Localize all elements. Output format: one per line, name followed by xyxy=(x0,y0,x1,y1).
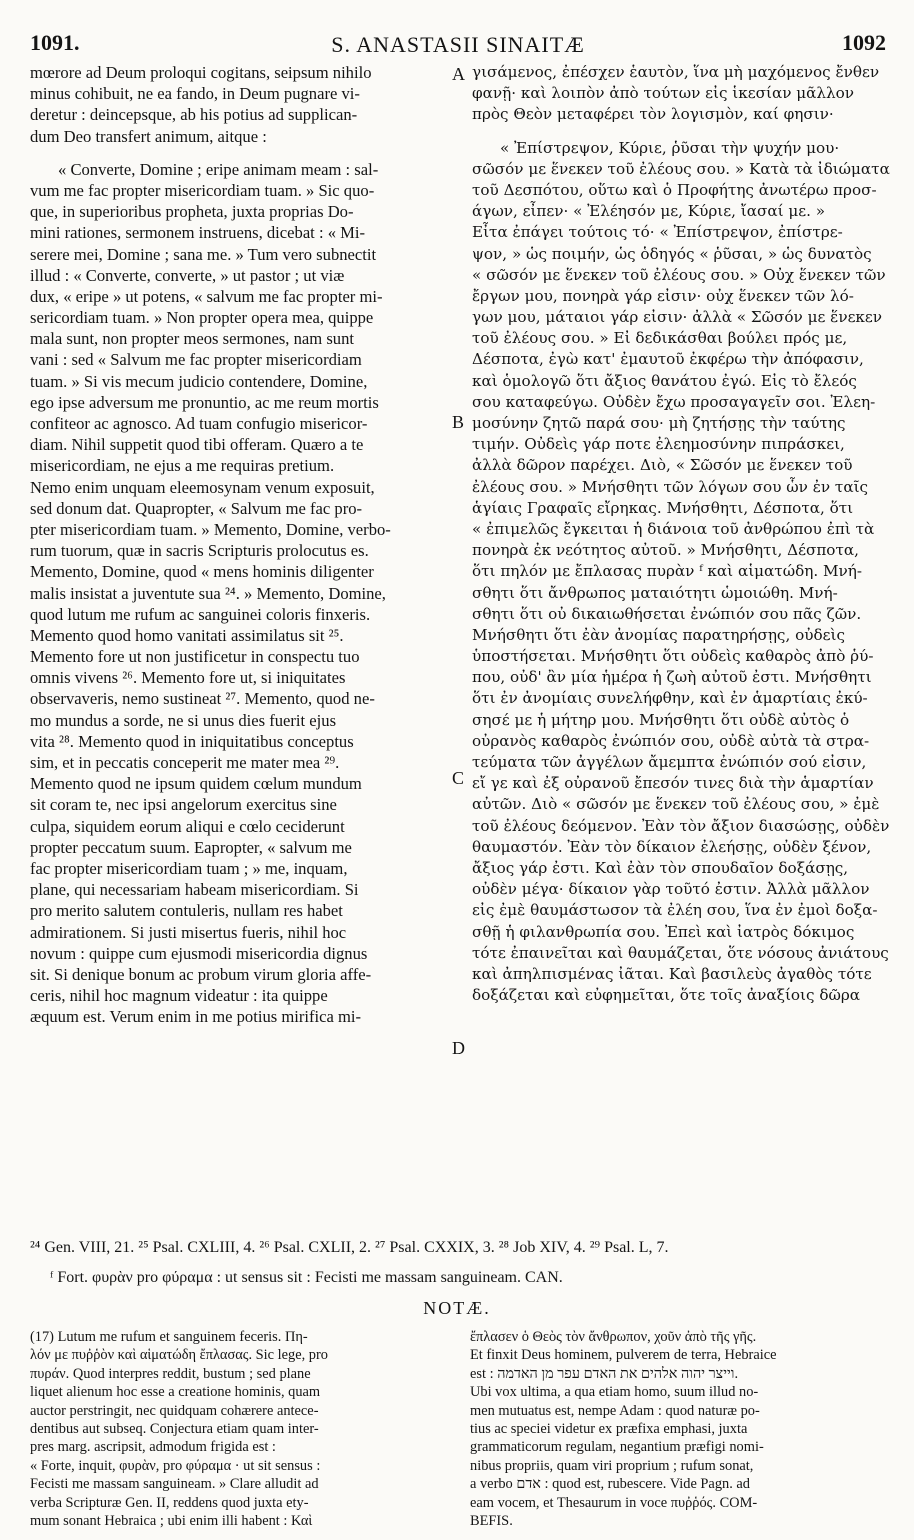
note-left-line: mum sonant Hebraica ; ubi enim illi habent : Καὶ xyxy=(30,1512,313,1529)
latin-text-line: dux, « eripe » ut potens, « salvum me fac propter mi- xyxy=(30,286,383,306)
greek-text-line: τότε ἐπαινεῖται καὶ θαυμάζεται, ὅτε νόσους ἀνιάτους xyxy=(472,943,889,962)
latin-text-line: sericordiam tuam. » Non propter opera mea, quippe xyxy=(30,308,374,328)
page-number-left: 1091. xyxy=(30,30,80,55)
latin-text-line: Nemo enim unquam eleemosynam venum exposuit, xyxy=(30,477,375,497)
latin-text-line: illud : « Converte, converte, » ut pastor ; ut viæ xyxy=(30,265,345,285)
latin-text-line: ego ipse adversum me pronuntio, ac me reum mortis xyxy=(30,392,379,412)
greek-text-line: πρὸς Θεὸν μεταφέρει τὸν λογισμὸν, καί φησιν· xyxy=(472,105,834,124)
greek-text-line: καὶ ὁμολογῶ ὅτι ἄξιος θανάτου ἐγώ. Εἰς τὸ ἔλεός xyxy=(472,371,857,390)
greek-text-line: σθητι ὅτι οὐ δικαιωθήσεται ἐνώπιόν σου πᾶς ζῶν. xyxy=(472,604,862,623)
latin-text-line: vani : sed « Salvum me fac propter misericordiam xyxy=(30,350,362,370)
latin-text-line: mini rationes, sermonem instruens, dicebat : « Mi- xyxy=(30,223,366,243)
note-right-line: nibus propriis, quam viri proprium ; rufum sonat, xyxy=(470,1457,754,1474)
latin-text-column xyxy=(30,62,446,1027)
greek-text-line: αὐτῶν. Διὸ « σῶσόν με ἕνεκεν τοῦ ἐλέους σου, » ἐμὲ xyxy=(472,795,880,814)
latin-text-line: propter peccatum suum. Eapropter, « salvum me xyxy=(30,837,352,857)
greek-text-column xyxy=(472,62,890,1006)
greek-text-line: σου καταφεύγω. Οὐδὲν ἔχω προσαγαγεῖν σοι. Ἐλεη- xyxy=(472,392,876,411)
greek-text-line: ὅτι ἐν ἀνομίαις συνελήφθην, καὶ ἐν ἁμαρτίαις ἐκύ- xyxy=(472,689,868,708)
margin-marker-c: C xyxy=(452,768,465,788)
greek-text-line: τιμήν. Οὐδεὶς γάρ ποτε ἐλεημοσύνην πιπράσκει, xyxy=(472,435,845,454)
greek-text-paragraph-gap xyxy=(472,126,890,138)
latin-text-line: novum : quippe cum ejusmodi misericordia dignus xyxy=(30,943,368,963)
note-left-line: λόν με πυῤῥὸν καὶ αἱματώδη ἔπλασας. Sic lege, pro xyxy=(30,1347,328,1364)
margin-marker-a: A xyxy=(452,64,465,84)
greek-text-line: γων μου, μάταιοι γάρ εἰσιν· ἀλλὰ « Σῶσόν με ἕνεκεν xyxy=(472,308,883,327)
greek-text-line: θαυμαστόν. Ἐὰν τὸν δίκαιον ἐλεήσῃς, οὐδὲν ξένον, xyxy=(472,837,872,856)
greek-text-line: « σῶσόν με ἕνεκεν τοῦ ἐλέους σου. » Οὐχ ἕνεκεν τῶν xyxy=(472,265,886,284)
note-left-line: verba Scripturæ Gen. II, reddens quod juxta ety- xyxy=(30,1494,309,1511)
greek-text-line: « ἐπιμελῶς ἔγκειται ἡ διάνοια τοῦ ἀνθρώπου ἐπὶ τὰ xyxy=(472,519,875,538)
note-right-line: Ubi vox ultima, a qua etiam homo, suum illud no- xyxy=(470,1384,759,1401)
latin-text-line: sed donum dat. Quapropter, « Salvum me fac pro- xyxy=(30,498,363,518)
greek-text-line: τοῦ ἐλέους σου. » Εἰ δεδικάσθαι βούλει πρός με, xyxy=(472,329,848,348)
greek-text-line: ἔργων μου, πονηρὰ γάρ εἰσιν· οὐχ ἕνεκεν τῶν λό- xyxy=(472,286,854,305)
latin-text-line: Memento quod ne ipsum quidem cœlum mundum xyxy=(30,774,362,794)
greek-text-line: ὑποστήσεται. Μνήσθητι ὅτι οὐδεὶς καθαρὸς ἀπὸ ῥύ- xyxy=(472,647,874,666)
greek-text-line: ἄξιος γάρ ἐστι. Καὶ ἐὰν τὸν σπουδαῖον δοξάσῃς, xyxy=(472,858,849,877)
latin-text-line: ceris, nihil hoc magnum videatur : ita quippe xyxy=(30,986,328,1006)
note-left-line: Fecisti me massam sanguineam. » Clare alludit ad xyxy=(30,1476,319,1493)
greek-text-line: Μνήσθητι ὅτι ἐὰν ἀνομίας παρατηρήσῃς, οὐδεὶς xyxy=(472,625,845,644)
note-right-line: grammaticorum regulam, negantium præfigi nomi- xyxy=(470,1439,764,1456)
notes-title: NOTÆ. xyxy=(423,1298,491,1318)
note-right-line: ἔπλασεν ὁ Θεὸς τὸν ἄνθρωπον, χοῦν ἀπὸ τῆς γῆς. xyxy=(470,1329,757,1345)
footnote-f: ᶠ Fort. φυρὰν pro φύραμα : ut sensus sit : Fecisti me massam sanguineam. CAN. xyxy=(50,1269,563,1286)
latin-text-line: vum me fac propter misericordiam tuam. » Sic quo- xyxy=(30,180,375,200)
latin-text-paragraph-gap xyxy=(30,147,446,159)
footnote-references: ²⁴ Gen. VIII, 21. ²⁵ Psal. CXLIII, 4. ²⁶ Psal. CXLII, 2. ²⁷ Psal. CXXIX, 3. ²⁸ Job XIV, 4. ²⁹ Psal. L, 7. xyxy=(30,1239,669,1256)
footnotes xyxy=(30,1237,886,1259)
greek-text-line: τοῦ ἐλέους δεόμενον. Ἐὰν τὸν ἄξιον διασώσῃς, οὐδὲν xyxy=(472,816,890,835)
latin-text-line: pter misericordiam tuam. » Memento, Domine, verbo- xyxy=(30,519,391,539)
greek-text-line: εἴ γε καὶ ἐξ οὐρανοῦ ἔπεσόν τινες διὰ τὴν ἁμαρτίαν xyxy=(472,774,874,793)
note-left-line: « Forte, inquit, φυρὰν, pro φύραμα · ut sit sensus : xyxy=(30,1457,321,1474)
greek-text-line: σθῇ ἡ φιλανθρωπία σου. Ἐπεὶ καὶ ἰατρὸς δόκιμος xyxy=(472,922,855,941)
greek-text-line: άγων, εἶπεν· « Ἐλέησόν με, Κύριε, ἴασαί με. » xyxy=(472,202,826,221)
latin-text-line: pro merito salutem contuleris, nullam res habet xyxy=(30,901,343,921)
latin-text-line: culpa, siquidem eorum aliqui e cœlo ceciderunt xyxy=(30,816,345,836)
greek-text-line: ἁγίαις Γραφαῖς εἴρηκας. Μνήσθητι, Δέσποτα, ὅτι xyxy=(472,498,854,517)
latin-text-line: dum Deo transfert animum, aitque : xyxy=(30,126,267,146)
latin-text-line: admirationem. Si justi misertus fueris, nihil hoc xyxy=(30,922,347,942)
greek-text-line: γισάμενος, ἐπέσχεν ἑαυτὸν, ἵνα μὴ μαχόμενος ἔνθεν xyxy=(472,63,880,81)
latin-text-line: quod lutum me rufum ac sanguinei coloris finxeris. xyxy=(30,604,371,624)
margin-marker-d: D xyxy=(452,1038,465,1058)
latin-text-line: fac propter misericordiam tuam ; » me, inquam, xyxy=(30,858,348,878)
greek-text-line: τεύματα τῶν ἀγγέλων ἄμεμπτα ἐνώπιόν σού εἰσιν, xyxy=(472,753,867,771)
greek-text-line: δοξάζεται καὶ εὐφημεῖται, ὅτε τοῖς ἀναξίοις δῶρα xyxy=(472,986,861,1005)
greek-text-line: ἀλλὰ δῶρον παρέχει. Διὸ, « Σῶσόν με ἕνεκεν τοῦ xyxy=(472,456,853,475)
greek-text-line: οὐδὲν μέγα· δίκαιον γὰρ τοῦτό ἐστιν. Ἀλλὰ μᾶλλον xyxy=(472,880,870,899)
note-left-line: πυράν. Quod interpres reddit, bustum ; sed plane xyxy=(30,1365,311,1382)
latin-text-line: æquum est. Verum enim in me potius mirifica mi- xyxy=(30,1007,362,1027)
greek-text-line: ὅτι πηλόν με ἔπλασας πυρὰν ᶠ καὶ αἱματώδη. Μνή- xyxy=(472,562,862,581)
latin-text-line: « Converte, Domine ; eripe animam meam : sal- xyxy=(58,159,379,179)
greek-text-line: σησέ με ἡ μήτηρ μου. Μνήσθητι ὅτι οὐδὲ αὐτὸς ὁ xyxy=(472,710,850,729)
latin-text-line: Memento fore ut non justificetur in conspectu tuo xyxy=(30,647,360,667)
latin-text-line: minus cohibuit, ne ea fando, in Deum pugnare vi- xyxy=(30,84,360,104)
greek-text-line: μοσύνην ζητῶ παρά σου· μὴ ζητήσῃς τὴν ταύτης xyxy=(472,414,846,432)
latin-text-line: mo mundus a sorde, ne si unus dies fuerit ejus xyxy=(30,710,337,730)
running-header xyxy=(30,30,886,60)
latin-text-line: sim, et in peccatis conceperit me mater mea ²⁹. xyxy=(30,753,340,772)
latin-text-line: confiteor ac agnosco. Ad tuam confugio misericor- xyxy=(30,414,368,433)
margin-marker-b: B xyxy=(452,412,465,432)
note-right-line: men mutuatus est, nempe Adam : quod naturæ po- xyxy=(470,1402,760,1419)
greek-text-line: Δέσποτα, ἐγὼ κατ' ἐμαυτοῦ ἐκφέρω τὴν ἀπόφασιν, xyxy=(472,350,864,369)
page-number-right: 1092 xyxy=(842,30,886,55)
note-left-line: pres marg. ascripsit, admodum frigida est : xyxy=(30,1439,276,1456)
latin-text-line: diam. Nihil suppetit quod tibi offeram. Quæro a te xyxy=(30,435,364,455)
greek-text-line: εἰς ἐμὲ θαυμάστωσον τὰ ἐλέη σου, ἵνα ἐν ἐμοὶ δοξα- xyxy=(472,901,878,920)
latin-text-line: deretur : deincepsque, ab his potius ad supplican- xyxy=(30,105,358,125)
greek-text-line: οὐρανὸς καθαρὸς ἐνώπιόν σου, οὐδὲ αὐτὰ τὰ στρα- xyxy=(472,731,870,750)
greek-text-line: πονηρὰ ἐκ νεότητος αὐτοῦ. » Μνήσθητι, Δέσποτα, xyxy=(472,541,859,560)
note-right-line: tius ac speciei videtur ex præfixa emphasi, juxta xyxy=(470,1420,748,1437)
latin-text-line: rum tuorum, quæ in sacris Scripturis prolocutus es. xyxy=(30,541,369,561)
latin-text-line: omnis vivens ²⁶. Memento fore ut, si iniquitates xyxy=(30,668,346,688)
latin-text-line: Memento, Domine, quod « mens hominis diligenter xyxy=(30,562,374,582)
note-right-line: Et finxit Deus hominem, pulverem de terra, Hebraice xyxy=(470,1347,777,1364)
greek-text-line: τοῦ Δεσπότου, οὕτω καὶ ὁ Προφήτης ἀνωτέρω προσ- xyxy=(472,180,877,199)
note-right-line: a verbo אדם : quod est, rubescere. Vide Pagn. ad xyxy=(470,1476,750,1493)
greek-text-line: σθητι ὅτι ἄνθρωπος ματαιότητι ὡμοιώθη. Μνή- xyxy=(472,583,838,602)
latin-text-line: sit. Si denique bonum ac probum virum gloria affe- xyxy=(30,964,372,984)
latin-text-line: que, in superioribus propheta, juxta proprias Do- xyxy=(30,202,354,222)
latin-text-line: serere mei, Domine ; sana me. » Tum vero subnectit xyxy=(30,244,377,264)
greek-text-line: ψον, » ὡς ποιμήν, ὡς ὁδηγός « ῥῦσαι, » ὡς δυνατὸς xyxy=(472,244,872,263)
note-left-line: dentibus aut subseq. Conjectura etiam quam inter- xyxy=(30,1420,319,1437)
running-title: S. ANASTASII SINAITÆ xyxy=(331,32,585,57)
latin-text-line: malis insistat a juventute sua ²⁴. » Memento, Domine, xyxy=(30,583,386,603)
greek-text-line: φανῇ· καὶ λοιπὸν ἀπὸ τούτων εἰς ἱκεσίαν μᾶλλον xyxy=(472,84,855,103)
note-right-line: BEFIS. xyxy=(470,1512,513,1529)
latin-text-line: plane, qui necessariam habeam misericordiam. Si xyxy=(30,880,359,900)
note-left-line: (17) Lutum me rufum et sanguinem feceris. Πη- xyxy=(30,1329,308,1345)
note-right-line: eam vocem, et Thesaurum in voce πυῤῥός. COM- xyxy=(470,1494,758,1511)
greek-text-line: ἐλέους σου. » Μνήσθητι τῶν λόγων σου ὧν ἐν ταῖς xyxy=(472,477,869,496)
notes-left-column xyxy=(30,1328,446,1530)
greek-text-line: σῶσόν με ἕνεκεν τοῦ ἐλέους σου. » Κατὰ τὰ ἰδιώματα xyxy=(472,159,890,178)
latin-text-line: observaveris, nemo sustineat ²⁷. Memento, quod ne- xyxy=(30,689,375,709)
note-left-line: auctor perstringit, nec quidquam cohærere antece- xyxy=(30,1402,319,1419)
greek-text-line: που, οὐδ' ἂν μία ἡμέρα ἡ ζωὴ αὐτοῦ ἐστι. Μνήσθητι xyxy=(472,668,872,687)
greek-text-line: καὶ ἀπηλπισμένας ἰᾶται. Καὶ βασιλεὺς ἀγαθὸς τότε xyxy=(472,964,872,983)
note-left-line: liquet alienum hoc esse a creatione hominis, quam xyxy=(30,1384,321,1401)
latin-text-line: sit coram te, nec ipsi angelorum exercitus sine xyxy=(30,795,337,815)
latin-text-line: mœrore ad Deum proloqui cogitans, seipsum nihilo xyxy=(30,63,372,82)
latin-text-line: vita ²⁸. Memento quod in iniquitatibus conceptus xyxy=(30,731,354,751)
latin-text-line: tuam. » Si vis mecum judicio contendere, Domine, xyxy=(30,371,368,391)
latin-text-line: misericordiam, ne ejus a me requiras pretium. xyxy=(30,456,335,476)
greek-text-line: Εἶτα ἐπάγει τούτοις τό· « Ἐπίστρεψον, ἐπίστρε- xyxy=(472,223,843,242)
latin-text-line: Memento quod homo vanitati assimilatus sit ²⁵. xyxy=(30,625,344,645)
notes-right-column xyxy=(470,1328,890,1530)
latin-text-line: mala sunt, non propter meos sermones, nam sunt xyxy=(30,329,354,349)
note-right-line: est : וייצר יהוה אלהים את האדם עפר מן האדמה. xyxy=(470,1365,739,1382)
greek-text-line: « Ἐπίστρεψον, Κύριε, ῥῦσαι τὴν ψυχήν μου· xyxy=(500,138,840,157)
